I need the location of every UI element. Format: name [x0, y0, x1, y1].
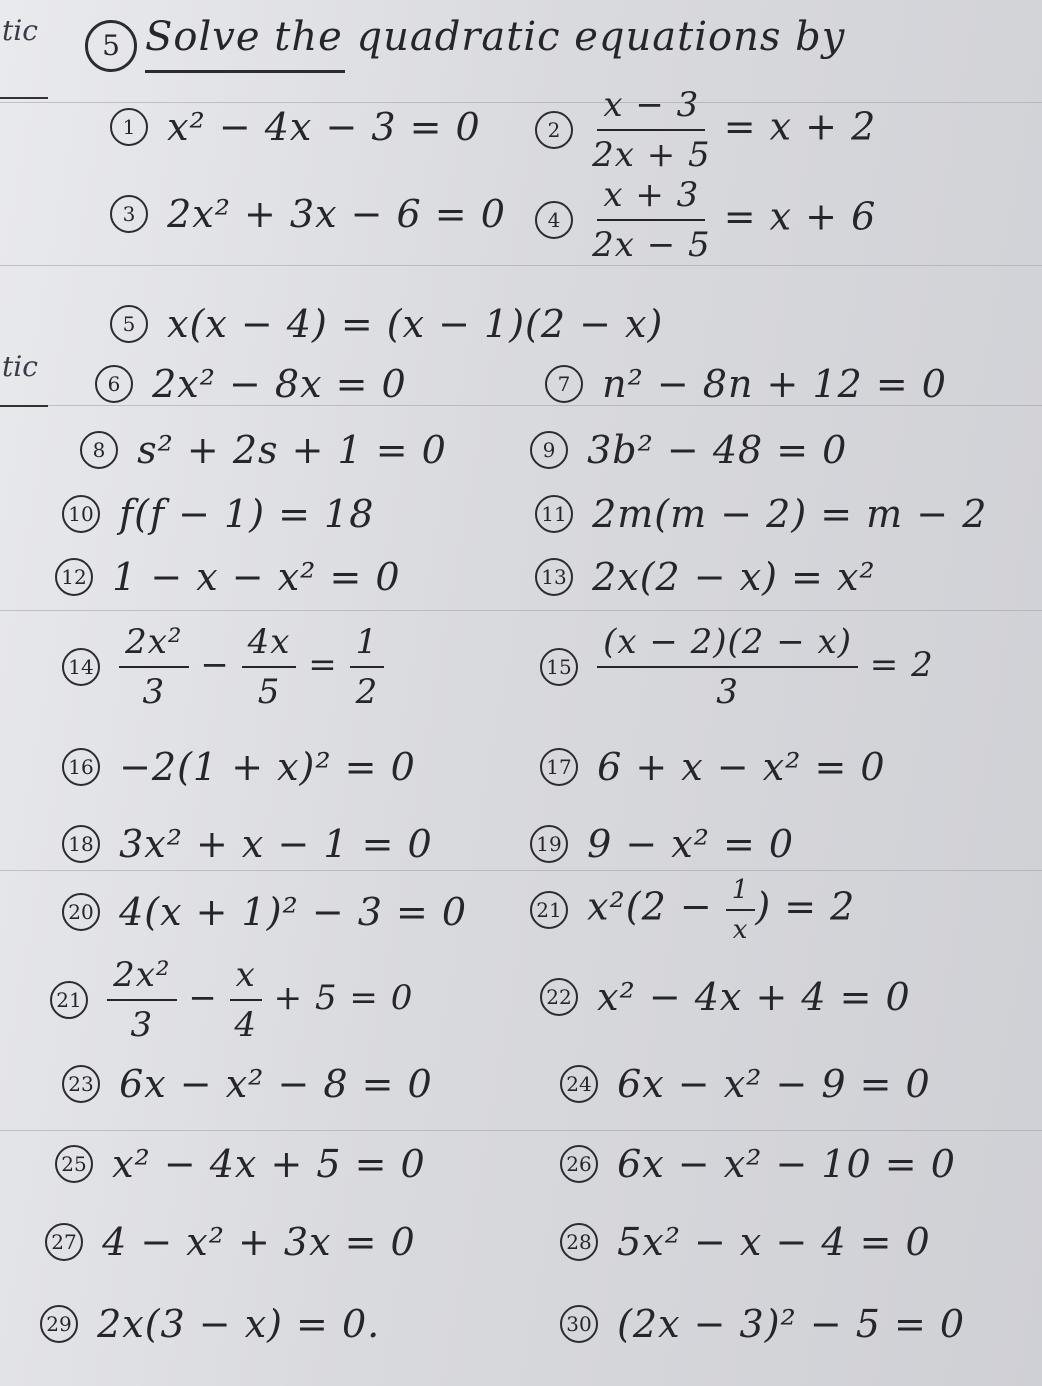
problem-5	[110, 302, 663, 346]
operator: =	[308, 645, 338, 685]
equation: 3b² − 48 = 0	[587, 428, 848, 472]
margin-note: tic	[2, 350, 38, 383]
section-number: 5	[85, 20, 137, 72]
numerator: 2x²	[119, 622, 188, 668]
problem-number: 4	[535, 201, 573, 239]
problem-17	[540, 745, 886, 789]
problem-number: 11	[535, 495, 573, 533]
equation: −2(1 + x)² = 0	[119, 745, 416, 789]
numerator: x + 3	[597, 175, 705, 221]
numerator: 4x	[242, 622, 297, 668]
problem-number: 25	[55, 1145, 93, 1183]
problem-3	[110, 192, 506, 236]
equation	[119, 622, 384, 712]
problem-22	[540, 975, 911, 1019]
problem-28	[560, 1220, 931, 1264]
equation: x² − 4x + 5 = 0	[112, 1142, 426, 1186]
rhs: = x + 2	[723, 104, 877, 149]
problem-1	[110, 105, 481, 149]
problem-16	[62, 745, 416, 789]
margin-note: tic	[2, 14, 38, 47]
equation: 6x − x² − 8 = 0	[119, 1062, 433, 1106]
equation: (2x − 3)² − 5 = 0	[617, 1302, 966, 1346]
equation: 1 − x − x² = 0	[112, 555, 401, 599]
problem-9	[530, 428, 847, 472]
problem-15	[540, 622, 934, 712]
operator: −	[200, 645, 230, 685]
problem-number: 27	[45, 1223, 83, 1261]
equation: 6 + x − x² = 0	[597, 745, 886, 789]
problem-number: 17	[540, 748, 578, 786]
problem-number: 26	[560, 1145, 598, 1183]
problem-number: 3	[110, 195, 148, 233]
title-underline	[145, 70, 345, 73]
fraction	[230, 955, 262, 1045]
denominator: 3	[130, 1005, 154, 1045]
problem-25	[55, 1142, 426, 1186]
equation: x(x − 4) = (x − 1)(2 − x)	[167, 302, 664, 346]
problem-4	[535, 175, 876, 265]
denominator: 3	[716, 672, 739, 712]
problem-21b	[50, 955, 413, 1045]
problem-11	[535, 492, 987, 536]
equation	[592, 175, 876, 265]
numerator: 1	[726, 875, 756, 911]
problem-number: 22	[540, 978, 578, 1016]
problem-8	[80, 428, 447, 472]
fraction	[242, 622, 297, 712]
problem-30	[560, 1302, 965, 1346]
problem-number: 10	[62, 495, 100, 533]
equation: 6x − x² − 10 = 0	[617, 1142, 956, 1186]
problem-26	[560, 1142, 956, 1186]
problem-number: 12	[55, 558, 93, 596]
problem-21a	[530, 875, 855, 945]
equation: 6x − x² − 9 = 0	[617, 1062, 931, 1106]
equation: 5x² − x − 4 = 0	[617, 1220, 931, 1264]
page-title: Solve the quadratic equations by	[145, 14, 846, 60]
denominator: 2	[355, 672, 379, 712]
problem-10	[62, 492, 374, 536]
problem-number: 19	[530, 825, 568, 863]
denominator: 5	[257, 672, 281, 712]
problem-number: 9	[530, 431, 568, 469]
fraction	[350, 622, 385, 712]
problem-2	[535, 85, 876, 175]
problem-number: 24	[560, 1065, 598, 1103]
problem-24	[560, 1062, 931, 1106]
fraction	[597, 622, 858, 712]
denominator: 3	[142, 672, 166, 712]
denominator: 2x + 5	[592, 135, 711, 175]
equation	[592, 85, 876, 175]
fraction	[726, 875, 756, 945]
problem-number: 6	[95, 365, 133, 403]
problem-14	[62, 622, 384, 712]
equation: 2x² − 8x = 0	[152, 362, 407, 406]
problem-27	[45, 1220, 416, 1264]
margin-divider	[0, 97, 48, 99]
problem-number: 21	[530, 891, 568, 929]
denominator: x	[732, 915, 749, 945]
problem-12	[55, 555, 401, 599]
numerator: x	[230, 955, 262, 1001]
equation: 4 − x² + 3x = 0	[102, 1220, 416, 1264]
problem-number: 1	[110, 108, 148, 146]
denominator: 2x − 5	[592, 225, 711, 265]
equation	[587, 875, 855, 945]
denominator: 4	[234, 1005, 258, 1045]
rhs: = x + 6	[723, 194, 877, 239]
numerator: x − 3	[597, 85, 705, 131]
equation: n² − 8n + 12 = 0	[602, 362, 947, 406]
problem-number: 30	[560, 1305, 598, 1343]
equation: 2m(m − 2) = m − 2	[592, 492, 988, 536]
operator: −	[188, 978, 218, 1018]
term: ) = 2	[755, 884, 856, 929]
margin-divider	[0, 405, 48, 407]
problem-18	[62, 822, 433, 866]
problem-number: 14	[62, 648, 100, 686]
problem-number: 15	[540, 648, 578, 686]
problem-7	[545, 362, 947, 406]
problem-6	[95, 362, 407, 406]
problem-20	[62, 890, 467, 934]
problem-number: 13	[535, 558, 573, 596]
numerator: (x − 2)(2 − x)	[597, 622, 858, 668]
problem-number: 20	[62, 893, 100, 931]
numerator: 2x²	[107, 955, 176, 1001]
equation: 3x² + x − 1 = 0	[119, 822, 433, 866]
problem-number: 2	[535, 111, 573, 149]
equation: s² + 2s + 1 = 0	[137, 428, 447, 472]
problem-number: 18	[62, 825, 100, 863]
problem-number: 16	[62, 748, 100, 786]
problem-29	[40, 1302, 380, 1346]
ruled-line	[0, 870, 1042, 871]
problem-number: 23	[62, 1065, 100, 1103]
problem-number: 28	[560, 1223, 598, 1261]
problem-number: 5	[110, 305, 148, 343]
equation: x² − 4x + 4 = 0	[597, 975, 911, 1019]
equation: 2x(3 − x) = 0.	[97, 1302, 381, 1346]
fraction	[592, 175, 711, 265]
problem-number: 29	[40, 1305, 78, 1343]
problem-number: 8	[80, 431, 118, 469]
problem-23	[62, 1062, 433, 1106]
problem-19	[530, 822, 794, 866]
fraction	[119, 622, 188, 712]
rhs: = 2	[869, 645, 934, 685]
equation: 2x² + 3x − 6 = 0	[167, 192, 506, 236]
equation: 4(x + 1)² − 3 = 0	[119, 890, 468, 934]
ruled-line	[0, 1130, 1042, 1131]
problem-number: 7	[545, 365, 583, 403]
ruled-line	[0, 102, 1042, 103]
ruled-line	[0, 265, 1042, 266]
problem-number: 21	[50, 981, 88, 1019]
numerator: 1	[350, 622, 385, 668]
equation: x² − 4x − 3 = 0	[167, 105, 481, 149]
ruled-line	[0, 610, 1042, 611]
fraction	[107, 955, 176, 1045]
term: + 5 = 0	[273, 978, 414, 1018]
term: x²(2 −	[587, 884, 726, 929]
problem-13	[535, 555, 876, 599]
equation: f(f − 1) = 18	[119, 492, 375, 536]
fraction	[592, 85, 711, 175]
equation: 9 − x² = 0	[587, 822, 795, 866]
equation	[597, 622, 934, 712]
equation: 2x(2 − x) = x²	[592, 555, 876, 599]
equation	[107, 955, 413, 1045]
